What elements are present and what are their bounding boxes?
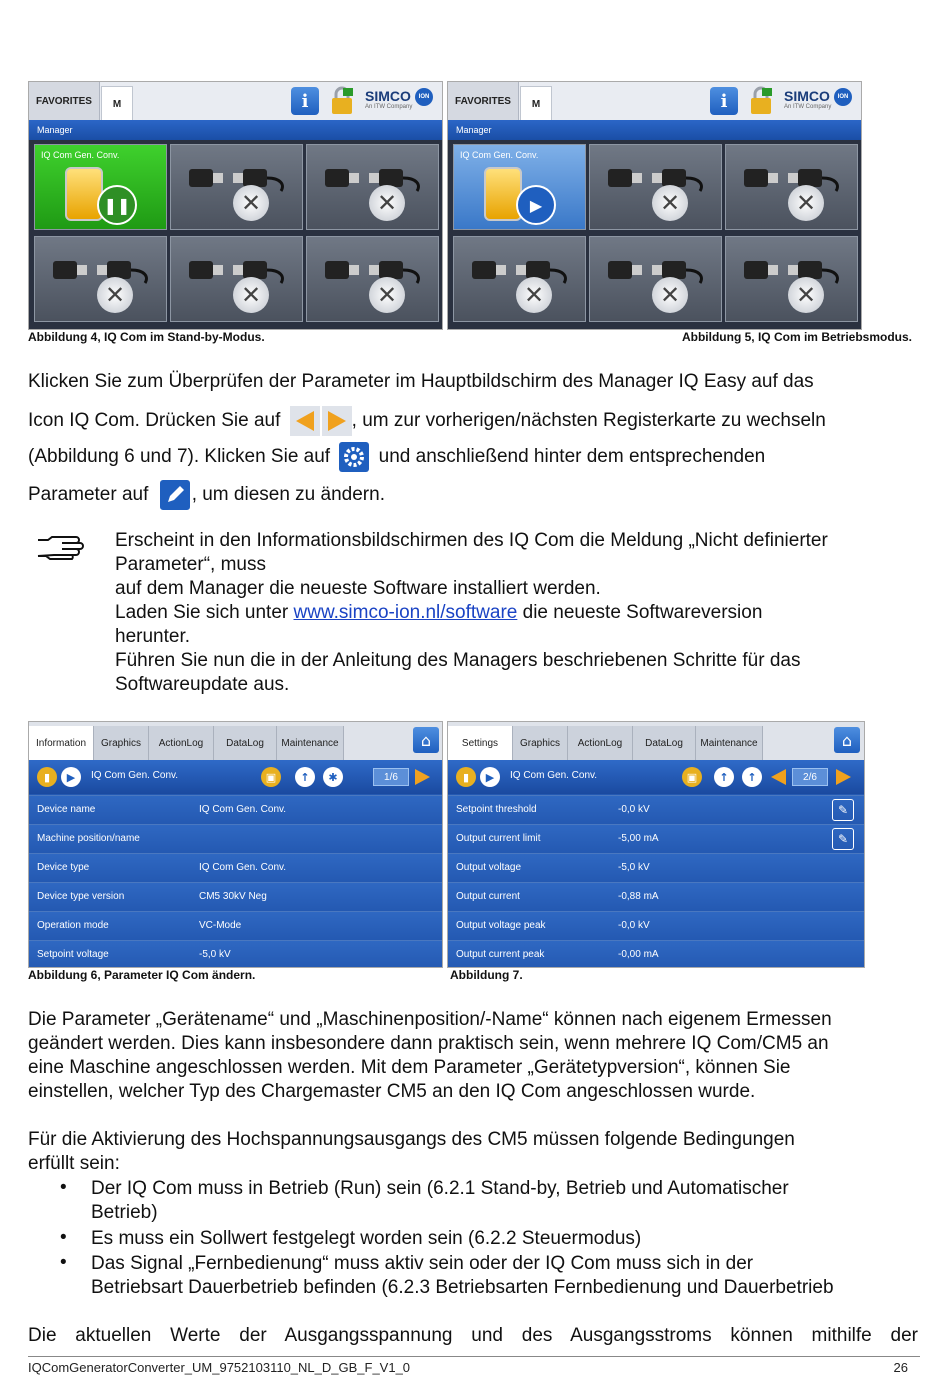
parameter-header xyxy=(29,760,442,794)
arrow-left-icon xyxy=(290,406,320,436)
lock-icon[interactable] xyxy=(748,86,774,116)
param-key: Output current peak xyxy=(456,949,545,960)
footer-divider xyxy=(28,1356,920,1357)
param-value: IQ Com Gen. Conv. xyxy=(199,804,287,815)
tab-actionlog[interactable]: ActionLog xyxy=(149,726,214,760)
param-value: -0,00 mA xyxy=(618,949,659,960)
gear-icon[interactable]: ✱ xyxy=(323,767,343,787)
caption-fig7: Abbildung 7. xyxy=(450,968,523,982)
device-tile-iq-com[interactable] xyxy=(453,144,586,230)
text-span: die neueste Softwareversion xyxy=(522,602,763,623)
param-key: Device type xyxy=(37,862,90,873)
note-line-7: Softwareupdate aus. xyxy=(115,674,290,695)
parameter-row[interactable] xyxy=(448,824,864,853)
tab-information[interactable]: Information xyxy=(29,726,94,760)
empty-slot-tile[interactable] xyxy=(34,236,167,322)
param-key: Output voltage peak xyxy=(456,920,546,931)
software-link[interactable]: www.simco-ion.nl/software xyxy=(293,602,518,623)
empty-slot-tile[interactable] xyxy=(725,236,858,322)
param-value: IQ Com Gen. Conv. xyxy=(199,862,287,873)
plug-icon xyxy=(600,255,710,285)
plug-icon xyxy=(181,255,291,285)
text-span: und anschließend hinter dem entsprechenden xyxy=(378,446,766,468)
paragraph-1-line-1: Klicken Sie zum Überprüfen der Parameter im Hauptbildschirm des Manager IQ Easy auf das xyxy=(28,371,814,392)
parameter-row[interactable] xyxy=(448,853,864,882)
note-line-5: herunter. xyxy=(115,626,190,647)
info-icon[interactable]: i xyxy=(710,87,738,115)
empty-slot-tile[interactable] xyxy=(453,236,586,322)
lock-icon[interactable]: ▣ xyxy=(261,767,281,787)
tab-maintenance[interactable]: Maintenance xyxy=(277,726,344,760)
caption-fig4: Abbildung 4, IQ Com im Stand-by-Modus. xyxy=(28,330,265,344)
battery-icon xyxy=(484,167,522,221)
play-icon[interactable]: ▶ xyxy=(61,767,81,787)
param-key: Machine position/name xyxy=(37,833,140,844)
top-bar xyxy=(448,82,861,121)
tab-bar xyxy=(29,722,442,761)
arrow-right-icon[interactable] xyxy=(834,768,852,786)
plug-icon xyxy=(736,163,846,193)
battery-icon xyxy=(65,167,103,221)
page-indicator: 2/6 xyxy=(792,768,828,786)
play-icon[interactable]: ▶ xyxy=(480,767,500,787)
text-span: , um diesen zu ändern. xyxy=(191,484,385,506)
disconnected-icon: ✕ xyxy=(788,185,824,221)
disconnected-icon: ✕ xyxy=(233,185,269,221)
footer-doc-id: IQComGeneratorConverter_UM_9752103110_NL_D_GB_F_V1_0 xyxy=(28,1360,411,1375)
param-key: Output current limit xyxy=(456,833,541,844)
parameter-row[interactable] xyxy=(29,853,442,882)
plug-icon xyxy=(317,255,427,285)
lock-icon[interactable] xyxy=(329,86,355,116)
tile-label: IQ Com Gen. Conv. xyxy=(460,150,539,160)
pencil-icon[interactable]: ✎ xyxy=(832,828,854,850)
param-key: Operation mode xyxy=(37,920,109,931)
param-value: -0,0 kV xyxy=(618,920,650,931)
page-indicator: 1/6 xyxy=(373,768,409,786)
bullet-dot: • xyxy=(60,1177,67,1198)
disconnected-icon: ✕ xyxy=(652,185,688,221)
parameter-row[interactable] xyxy=(448,911,864,940)
parameter-row[interactable] xyxy=(29,795,442,824)
note-line-2: Parameter“, muss xyxy=(115,554,266,575)
upload-icon[interactable]: ↑ xyxy=(742,767,762,787)
figure-6-screenshot xyxy=(28,721,443,968)
manager-bar: Manager xyxy=(448,120,861,140)
bullet-1-line-1: Der IQ Com muss in Betrieb (Run) sein (6.2.1 Stand-by, Betrieb und Automatischer xyxy=(91,1178,789,1199)
parameter-row[interactable] xyxy=(29,940,442,968)
plug-icon xyxy=(181,163,291,193)
paragraph-1-line-3 xyxy=(28,442,765,472)
figure-5-screenshot xyxy=(447,81,862,330)
tab-favorites[interactable]: FAVORITES xyxy=(448,82,519,120)
bullet-3-line-2: Betriebsart Dauerbetrieb befinden (6.2.3 Betriebsarten Fernbedienung und Dauerbetrieb xyxy=(91,1277,834,1298)
caption-fig6: Abbildung 6, Parameter IQ Com ändern. xyxy=(28,968,256,982)
plug-icon xyxy=(600,163,710,193)
disconnected-icon: ✕ xyxy=(516,277,552,313)
paragraph-2-line-1: Die Parameter „Gerätename“ und „Maschinenposition/-Name“ können nach eigenem Ermessen xyxy=(28,1009,832,1030)
bullet-2-line-1: Es muss ein Sollwert festgelegt worden sein (6.2.2 Steuermodus) xyxy=(91,1228,642,1249)
text-span: Laden Sie sich unter xyxy=(115,602,289,623)
plug-icon xyxy=(45,255,155,285)
bullet-dot: • xyxy=(60,1252,67,1273)
disconnected-icon: ✕ xyxy=(788,277,824,313)
tab-settings[interactable]: Settings xyxy=(448,726,513,760)
simco-logo: SIMCO An ITW Company xyxy=(365,88,413,110)
parameter-row[interactable] xyxy=(29,882,442,911)
arrow-right-icon xyxy=(322,406,352,436)
disconnected-icon: ✕ xyxy=(369,185,405,221)
ion-badge: ION xyxy=(834,88,852,106)
parameter-row[interactable] xyxy=(448,940,864,968)
paragraph-4-line-1: Die aktuellen Werte der Ausgangsspannung und des Ausgangsstroms können mithilfe der xyxy=(28,1325,918,1346)
empty-slot-tile[interactable] xyxy=(589,144,722,230)
tab-actionlog[interactable]: ActionLog xyxy=(568,726,633,760)
note-line-6: Führen Sie nun die in der Anleitung des Managers beschriebenen Schritte für das xyxy=(115,650,801,671)
empty-slot-tile[interactable] xyxy=(306,144,439,230)
note-line-1: Erscheint in den Informationsbildschirmen des IQ Com die Meldung „Nicht definierter xyxy=(115,530,828,551)
paragraph-1-line-4 xyxy=(28,478,385,512)
param-key: Device name xyxy=(37,804,96,815)
device-tile-iq-com[interactable] xyxy=(34,144,167,230)
disconnected-icon: ✕ xyxy=(369,277,405,313)
paragraph-3-line-1: Für die Aktivierung des Hochspannungsausgangs des CM5 müssen folgende Bedingungen xyxy=(28,1129,795,1150)
manager-bar: Manager xyxy=(29,120,442,140)
figure-4-screenshot xyxy=(28,81,443,330)
pause-icon: ❚❚ xyxy=(97,185,137,225)
play-icon: ▶ xyxy=(516,185,556,225)
empty-slot-tile[interactable] xyxy=(725,144,858,230)
param-key: Device type version xyxy=(37,891,125,902)
tab-bar xyxy=(448,722,864,761)
paragraph-3-line-2: erfüllt sein: xyxy=(28,1153,120,1174)
empty-slot-tile[interactable] xyxy=(170,236,303,322)
tab-datalog[interactable]: DataLog xyxy=(633,726,696,760)
note-line-4 xyxy=(115,601,762,625)
home-icon[interactable]: ⌂ xyxy=(413,727,439,753)
disconnected-icon: ✕ xyxy=(233,277,269,313)
parameter-row[interactable] xyxy=(29,824,442,853)
text-span: Icon IQ Com. Drücken Sie auf xyxy=(28,410,281,432)
top-bar xyxy=(29,82,442,121)
empty-slot-tile[interactable] xyxy=(306,236,439,322)
param-key: Setpoint threshold xyxy=(456,804,537,815)
param-value: VC-Mode xyxy=(199,920,242,931)
empty-slot-tile[interactable] xyxy=(170,144,303,230)
disconnected-icon: ✕ xyxy=(652,277,688,313)
tab-m[interactable]: M xyxy=(101,86,133,121)
upload-icon[interactable]: ↑ xyxy=(714,767,734,787)
figure-7-screenshot xyxy=(447,721,865,968)
param-value: -5,0 kV xyxy=(618,862,650,873)
param-key: Output current xyxy=(456,891,520,902)
param-value: -5,00 mA xyxy=(618,833,659,844)
parameter-row[interactable] xyxy=(448,795,864,824)
tab-datalog[interactable]: DataLog xyxy=(214,726,277,760)
paragraph-2-line-4: einstellen, welcher Typ des Chargemaster CM5 an den IQ Com angeschlossen wurde. xyxy=(28,1081,756,1102)
tab-graphics[interactable]: Graphics xyxy=(94,726,149,760)
plug-icon xyxy=(464,255,574,285)
simco-logo: SIMCO An ITW Company xyxy=(784,88,832,110)
param-key: Setpoint voltage xyxy=(37,949,109,960)
param-value: -0,88 mA xyxy=(618,891,659,902)
parameter-row[interactable] xyxy=(29,911,442,940)
arrow-right-icon[interactable] xyxy=(413,768,431,786)
caption-fig5: Abbildung 5, IQ Com im Betriebsmodus. xyxy=(681,330,912,344)
footer-page-number: 26 xyxy=(893,1360,908,1375)
device-title: IQ Com Gen. Conv. xyxy=(510,770,598,781)
disconnected-icon: ✕ xyxy=(97,277,133,313)
pencil-icon xyxy=(158,478,192,512)
device-icon: ▮ xyxy=(456,767,476,787)
text-span: , um zur vorherigen/nächsten Registerkarte zu wechseln xyxy=(351,410,826,432)
text-span: (Abbildung 6 und 7). Klicken Sie auf xyxy=(28,446,331,468)
lock-icon[interactable]: ▣ xyxy=(682,767,702,787)
home-icon[interactable]: ⌂ xyxy=(834,727,860,753)
paragraph-1-line-2 xyxy=(28,406,826,436)
ion-badge: ION xyxy=(415,88,433,106)
device-icon: ▮ xyxy=(37,767,57,787)
param-value: CM5 30kV Neg xyxy=(199,891,267,902)
param-key: Output voltage xyxy=(456,862,522,873)
gear-icon xyxy=(339,442,369,472)
bullet-1-line-2: Betrieb) xyxy=(91,1202,158,1223)
parameter-header xyxy=(448,760,864,794)
tab-m[interactable]: M xyxy=(520,86,552,121)
upload-icon[interactable]: ↑ xyxy=(295,767,315,787)
arrow-left-icon[interactable] xyxy=(770,768,788,786)
tile-label: IQ Com Gen. Conv. xyxy=(41,150,120,160)
text-span: Parameter auf xyxy=(28,484,149,506)
tab-favorites[interactable]: FAVORITES xyxy=(29,82,100,120)
paragraph-2-line-2: geändert werden. Dies kann insbesondere dann praktisch sein, wenn mehrere IQ Com/CM5 an xyxy=(28,1033,829,1054)
pointing-hand-icon xyxy=(36,534,88,560)
bullet-dot: • xyxy=(60,1227,67,1248)
param-value: -0,0 kV xyxy=(618,804,650,815)
param-value: -5,0 kV xyxy=(199,949,231,960)
pencil-icon[interactable]: ✎ xyxy=(832,799,854,821)
plug-icon xyxy=(317,163,427,193)
note-line-3: auf dem Manager die neueste Software installiert werden. xyxy=(115,578,601,599)
empty-slot-tile[interactable] xyxy=(589,236,722,322)
tab-maintenance[interactable]: Maintenance xyxy=(696,726,763,760)
plug-icon xyxy=(736,255,846,285)
paragraph-2-line-3: eine Maschine angeschlossen werden. Mit dem Parameter „Gerätetypversion“, können Sie xyxy=(28,1057,791,1078)
bullet-3-line-1: Das Signal „Fernbedienung“ muss aktiv sein oder der IQ Com muss sich in der xyxy=(91,1253,754,1274)
info-icon[interactable]: i xyxy=(291,87,319,115)
device-title: IQ Com Gen. Conv. xyxy=(91,770,179,781)
parameter-row[interactable] xyxy=(448,882,864,911)
tab-graphics[interactable]: Graphics xyxy=(513,726,568,760)
